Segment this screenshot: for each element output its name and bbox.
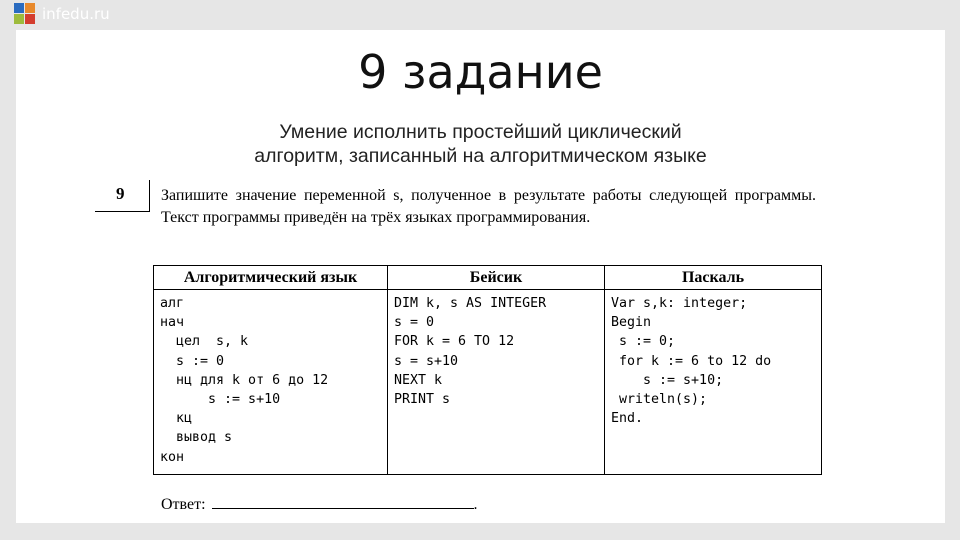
site-logo[interactable] (14, 3, 110, 25)
subtitle-line: Умение исполнить простейший циклический (279, 121, 682, 143)
code-line: вывод s (160, 430, 233, 446)
slide-title: 9 задание (358, 45, 603, 99)
logo-squares-icon (14, 3, 36, 25)
code-line: s = s+10 (394, 353, 459, 369)
code-line: FOR k = 6 TO 12 (394, 334, 515, 350)
cell-pascal (605, 290, 822, 475)
code-line: PRINT s (394, 391, 451, 407)
pascal-code (611, 294, 815, 428)
code-line: нач (160, 315, 185, 331)
code-line: s := s+10; (611, 372, 724, 388)
code-line: Begin (611, 315, 652, 331)
header-algorithmic: Алгоритмический язык (154, 266, 388, 290)
code-line: кц (160, 411, 193, 427)
code-line: for k := 6 to 12 do (611, 353, 772, 369)
program-table (153, 265, 822, 475)
code-line: DIM k, s AS INTEGER (394, 296, 547, 311)
code-line: Var s,k: integer; (611, 296, 748, 311)
table-code-row (154, 290, 822, 475)
answer-blank[interactable] (212, 494, 474, 509)
code-line: s := 0 (160, 353, 225, 369)
answer-row (161, 494, 478, 514)
code-line: цел s, k (160, 334, 249, 350)
algorithmic-code (160, 294, 381, 467)
basic-code (394, 294, 598, 409)
question-number: 9 (116, 184, 125, 203)
site-name: infedu.ru (42, 5, 110, 23)
code-line: End. (611, 411, 644, 427)
code-line: NEXT k (394, 372, 443, 388)
header-pascal: Паскаль (605, 266, 822, 290)
code-line: нц для k от 6 до 12 (160, 372, 329, 388)
code-line: кон (160, 449, 185, 465)
slide-panel (16, 30, 945, 523)
cell-basic (388, 290, 605, 475)
answer-period: . (473, 496, 478, 513)
subtitle-line: алгоритм, записанный на алгоритмическом языке (254, 145, 707, 167)
code-line: s = 0 (394, 315, 435, 331)
slide-subtitle (16, 120, 945, 168)
cell-algorithmic (154, 290, 388, 475)
code-line: алг (160, 296, 185, 311)
code-line: s := s+10 (160, 391, 281, 407)
answer-label: Ответ: (161, 496, 206, 513)
code-line: s := 0; (611, 334, 676, 350)
header-basic: Бейсик (388, 266, 605, 290)
task-text: Запишите значение переменной s, полученное в результате работы следующей программы. Текст программы приведён на трёх языках программирования. (161, 187, 816, 226)
code-line: writeln(s); (611, 391, 708, 407)
table-header-row (154, 266, 822, 290)
